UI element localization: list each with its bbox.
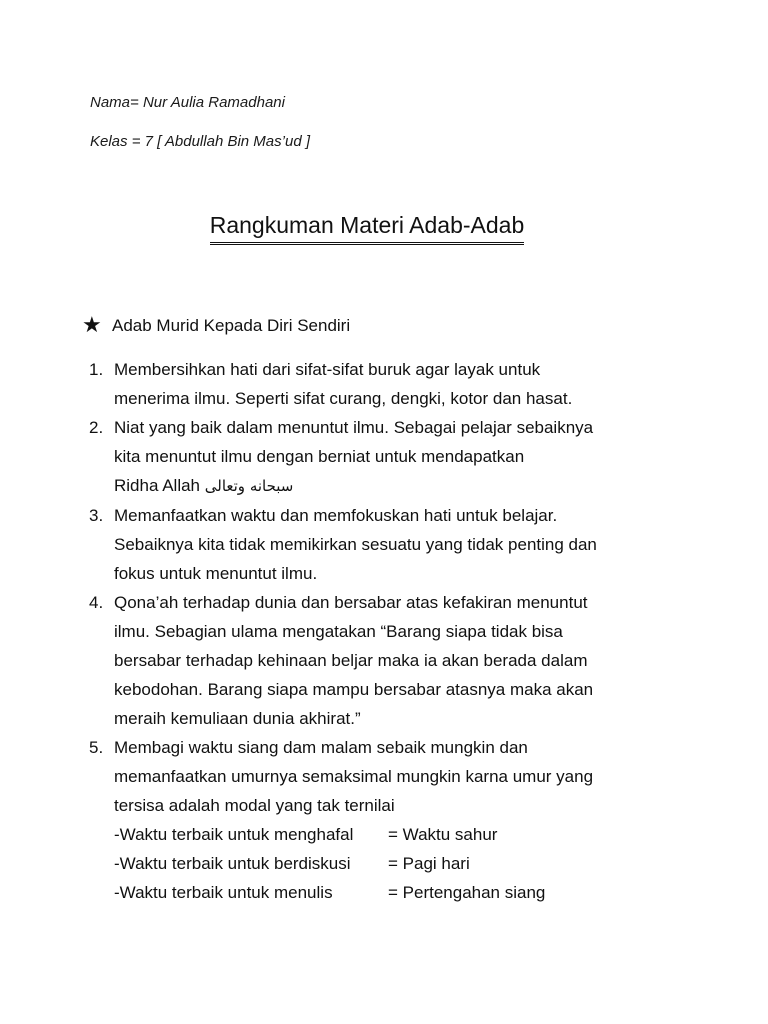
item-number: 4. xyxy=(89,593,104,612)
arabic-phrase: سبحانه وتعالى xyxy=(204,477,294,495)
item-line-with-arabic xyxy=(114,471,669,501)
student-name: Nama= Nur Aulia Ramadhani xyxy=(90,94,285,111)
time-slot-value: = Pertengahan siang xyxy=(388,883,546,902)
document-title-text: Rangkuman Materi Adab-Adab xyxy=(210,211,525,245)
time-slot-label: -Waktu terbaik untuk menulis xyxy=(114,883,333,902)
item-number: 2. xyxy=(89,418,104,437)
section-heading xyxy=(82,312,351,337)
adab-list xyxy=(89,355,669,907)
item-line: menerima ilmu. Seperti sifat curang, dengki, kotor dan hasat. xyxy=(114,389,573,408)
time-slot-value: = Waktu sahur xyxy=(388,825,498,844)
item-line: kebodohan. Barang siapa mampu bersabar atasnya maka akan xyxy=(114,680,594,699)
time-slot-label: -Waktu terbaik untuk menghafal xyxy=(114,825,354,844)
item-line: fokus untuk menuntut ilmu. xyxy=(114,564,318,583)
list-item xyxy=(89,501,669,588)
time-slot-value: = Pagi hari xyxy=(388,854,470,873)
list-item xyxy=(89,733,669,907)
item-line-text: Ridha Allah xyxy=(114,476,201,495)
item-number: 3. xyxy=(89,506,104,525)
list-item xyxy=(89,355,669,413)
student-class: Kelas = 7 [ Abdullah Bin Mas’ud ] xyxy=(90,133,310,150)
item-line: Membagi waktu siang dam malam sebaik mungkin dan xyxy=(114,738,528,757)
item-line: kita menuntut ilmu dengan berniat untuk mendapatkan xyxy=(114,447,525,466)
item-line: Qona’ah terhadap dunia dan bersabar atas kefakiran menuntut xyxy=(114,593,588,612)
section-heading-text: Adab Murid Kepada Diri Sendiri xyxy=(112,316,351,335)
document-title xyxy=(0,211,734,245)
item-line: Sebaiknya kita tidak memikirkan sesuatu yang tidak penting dan xyxy=(114,535,597,554)
star-icon: ★ xyxy=(82,312,102,337)
time-slot-label: -Waktu terbaik untuk berdiskusi xyxy=(114,854,351,873)
item-line: meraih kemuliaan dunia akhirat.” xyxy=(114,709,361,728)
item-line: ilmu. Sebagian ulama mengatakan “Barang siapa tidak bisa xyxy=(114,622,563,641)
list-item xyxy=(89,588,669,733)
item-line: bersabar terhadap kehinaan beljar maka ia akan berada dalam xyxy=(114,651,588,670)
item-line: tersisa adalah modal yang tak ternilai xyxy=(114,796,395,815)
item-line: Memanfaatkan waktu dan memfokuskan hati untuk belajar. xyxy=(114,506,558,525)
time-slot xyxy=(114,820,669,849)
item-line: Membersihkan hati dari sifat-sifat buruk agar layak untuk xyxy=(114,360,541,379)
time-slot xyxy=(114,878,669,907)
list-item xyxy=(89,413,669,501)
item-line: memanfaatkan umurnya semaksimal mungkin karna umur yang xyxy=(114,767,594,786)
time-slot xyxy=(114,849,669,878)
item-line: Niat yang baik dalam menuntut ilmu. Sebagai pelajar sebaiknya xyxy=(114,418,594,437)
item-number: 1. xyxy=(89,360,104,379)
item-number: 5. xyxy=(89,738,104,757)
